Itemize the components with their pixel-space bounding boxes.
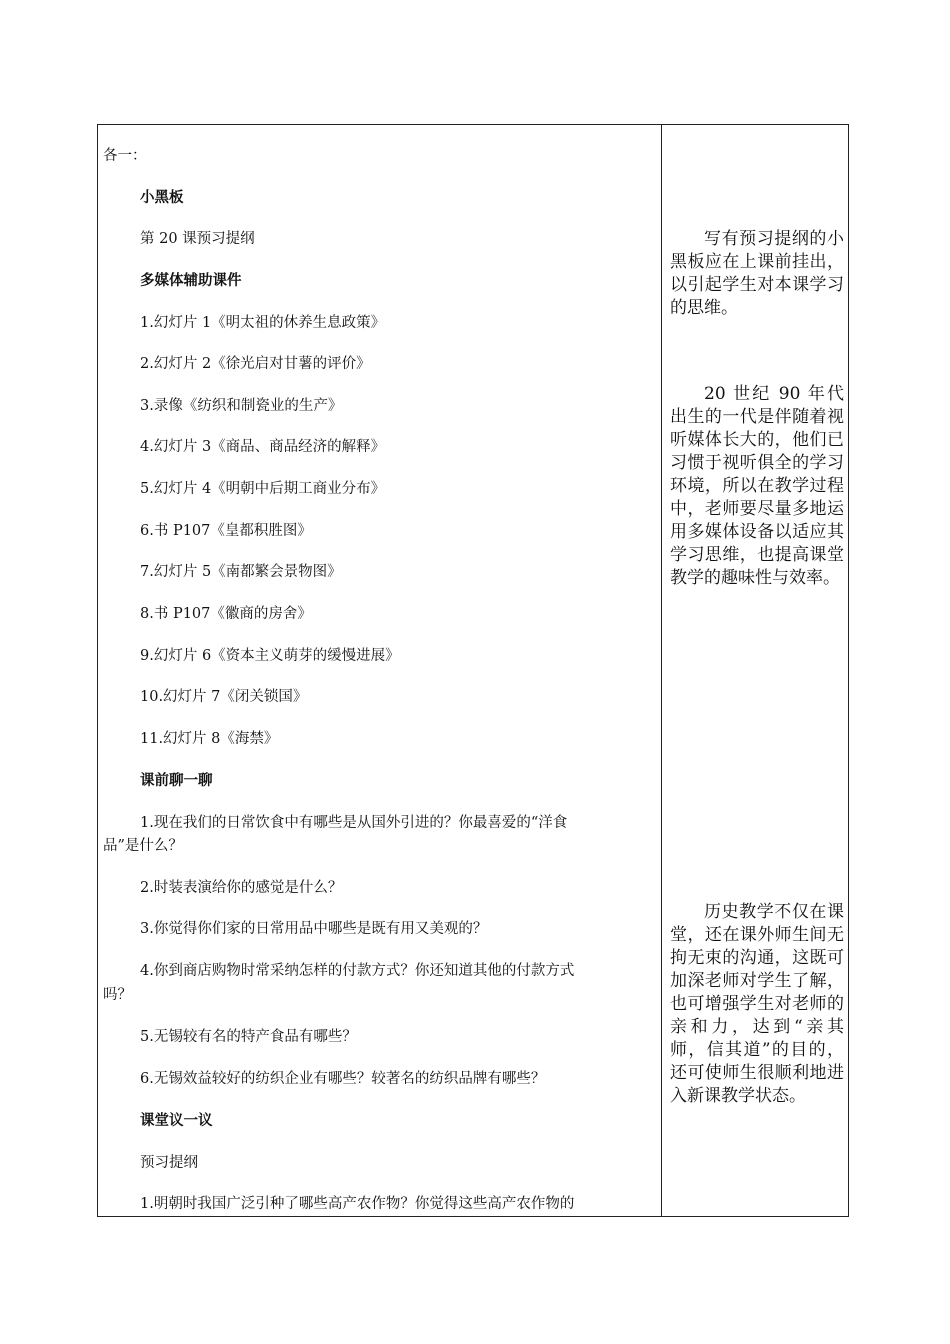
- heading-chat: 课前聊一聊: [140, 773, 213, 789]
- media-item: 4.幻灯片 3《商品、商品经济的解释》: [140, 439, 386, 455]
- chat-question-5: 5.无锡较有名的特产食品有哪些？: [140, 1029, 357, 1045]
- heading-multimedia: 多媒体辅助课件: [140, 273, 242, 289]
- media-item: 8.书 P107《徽商的房舍》: [140, 606, 312, 622]
- chat-question-2: 2.时装表演给你的感觉是什么？: [140, 880, 343, 896]
- note-chat: 历史教学不仅在课堂，还在课外师生间无拘无束的沟通，这既可加深老师对学生了解，也可增强学生对老师的亲和力，达到“亲其师，信其道”的目的，还可使师生很顺利地进入新课教学状态。: [670, 902, 844, 1106]
- media-item: 2.幻灯片 2《徐光启对甘薯的评价》: [140, 356, 371, 372]
- media-item: 7.幻灯片 5《南都繁会景物图》: [140, 564, 342, 580]
- media-item: 5.幻灯片 4《明朝中后期工商业分布》: [140, 481, 386, 497]
- note-blackboard: 写有预习提纲的小黑板应在上课前挂出，以引起学生对本课学习的思维。: [670, 229, 844, 318]
- note-multimedia: 20 世纪 90 年代出生的一代是伴随着视听媒体长大的，他们已习惯于视听俱全的学习环境，所以在教学过程中，老师要尽量多地运用多媒体设备以适应其学习思维，也提高课堂教学的趣味性与效率。: [670, 384, 844, 588]
- chat-question-4: 4.你到商店购物时常采纳怎样的付款方式？你还知道其他的付款方式: [140, 963, 575, 979]
- blackboard-item: 第 20 课预习提纲: [140, 231, 255, 247]
- media-item: 10.幻灯片 7《闭关锁国》: [140, 689, 308, 705]
- notes-column: [662, 125, 848, 1216]
- chat-question-3: 3.你觉得你们家的日常用品中哪些是既有用又美观的？: [140, 921, 488, 937]
- content-column: [98, 125, 661, 1216]
- outline-label: 预习提纲: [140, 1155, 198, 1171]
- media-item: 3.录像《纺织和制瓷业的生产》: [140, 398, 343, 414]
- media-item: 9.幻灯片 6《资本主义萌芽的缓慢进展》: [140, 648, 400, 664]
- lesson-plan-table: [97, 124, 849, 1217]
- heading-blackboard: 小黑板: [140, 190, 184, 206]
- chat-question-4-cont: 吗？: [103, 987, 132, 1003]
- chat-question-6: 6.无锡效益较好的纺织企业有哪些？较著名的纺织品牌有哪些？: [140, 1071, 546, 1087]
- media-item: 1.幻灯片 1《明太祖的休养生息政策》: [140, 315, 386, 331]
- opening-line: 各一：: [103, 148, 147, 164]
- chat-question-1: 1.现在我们的日常饮食中有哪些是从国外引进的？你最喜爱的“洋食: [140, 815, 568, 831]
- media-item: 6.书 P107《皇都积胜图》: [140, 523, 312, 539]
- chat-question-1-cont: 品”是什么？: [103, 838, 183, 854]
- outline-question-1: 1.明朝时我国广泛引种了哪些高产农作物？你觉得这些高产农作物的: [140, 1196, 575, 1212]
- heading-discuss: 课堂议一议: [140, 1113, 213, 1129]
- media-item: 11.幻灯片 8《海禁》: [140, 731, 279, 747]
